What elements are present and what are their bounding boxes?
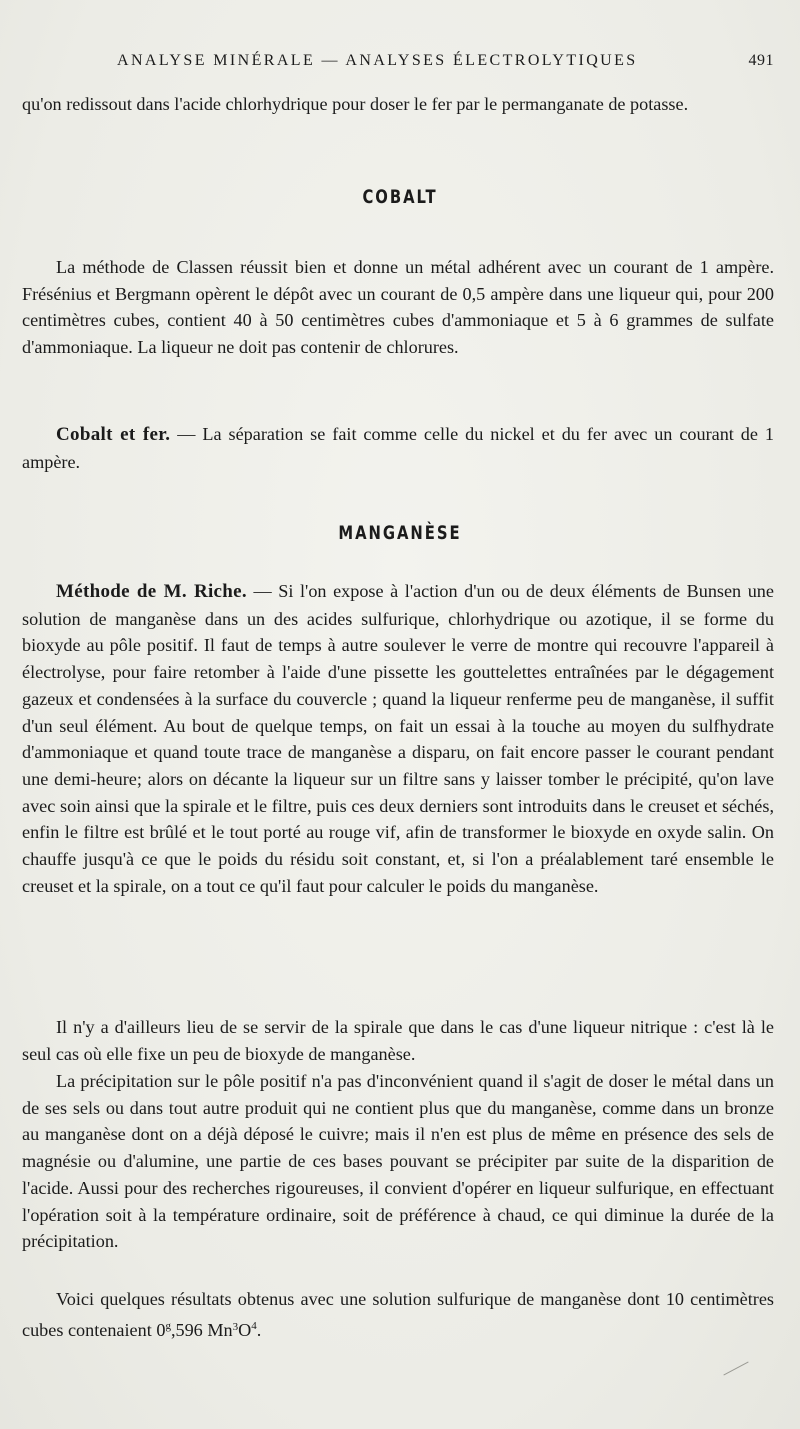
formula-oxygen: O	[238, 1319, 252, 1340]
cobalt-paragraph: La méthode de Classen réussit bien et donne un métal adhérent avec un courant de 1 ampère. Frésénius et Bergmann opèrent le dépôt avec un courant de 0,5 ampère dans une liqueur qui, pour 200 centimètres cubes, contient 40 à 50 centimètres cubes d'ammoniaque et 5 à 6 grammes de sulfate d'ammoniaque. La liqueur ne doit pas contenir de chlorures.	[22, 257, 774, 358]
riche-method-text: — Si l'on expose à l'action d'un ou de deux éléments de Bunsen une solution de manganèse dans un des acides sulfurique, chlorhydrique ou azotique, il se forme du bioxyde au pôle positif. Il faut de temps à autre soulever le verre de montre qui recouvre l'appareil à électrolyse, pour faire retomber à l'aide d'une pissette les gouttelettes entraînées par le dégagement gazeux et condensées à la surface du couvercle ; quand la liqueur renferme peu de manganèse, il suffit d'un seul élément. Au bout de quelque temps, on fait un essai à la touche au moyen du sulfhydrate d'ammoniaque et quand toute trace de manganèse a disparu, on fait encore passer le courant pendant une demi-heure; alors on décante la liqueur sur un filtre sans y laisser tomber le précipité, qu'on lave avec soin ainsi que la spirale et le filtre, puis ces deux derniers sont introduits dans le creuset et séchés, enfin le filtre est brûlé et le tout porté au rouge vif, afin de transformer le bioxyde en oxyde salin. On chauffe jusqu'à ce que le poids du résidu soit constant, et, si l'on a préalablement taré ensemble le creuset et la spirale, on a tout ce qu'il faut pour calculer le poids du manganèse.	[22, 581, 774, 896]
results-intro-paragraph	[22, 1286, 774, 1343]
section-heading-manganese: MANGANÈSE	[338, 522, 462, 544]
formula-subscript: 3	[232, 1320, 239, 1333]
results-period: .	[256, 1319, 262, 1340]
running-header	[22, 52, 774, 76]
section-heading-cobalt: COBALT	[362, 186, 438, 208]
cobalt-fer-text: — La séparation se fait comme celle du nickel et du fer avec un courant de 1 ampère.	[22, 424, 774, 472]
results-value: ,596 Mn	[170, 1319, 233, 1340]
running-title: ANALYSE MINÉRALE — ANALYSES ÉLECTROLYTIQUES	[117, 52, 638, 69]
run-in-heading-riche: Méthode de M. Riche.	[56, 581, 247, 602]
gram-superscript: g	[165, 1319, 171, 1332]
results-intro-text: Voici quelques résultats obtenus avec une solution sulfurique de manganèse dont 10 centimètres cubes contenaient 0	[22, 1289, 774, 1340]
cobalt-fer-paragraph	[22, 421, 774, 475]
formula-superscript: 4	[251, 1319, 257, 1332]
spirale-paragraph: Il n'y a d'ailleurs lieu de se servir de la spirale que dans le cas d'une liqueur nitrique : c'est là le seul cas où elle fixe un peu de bioxyde de manganèse.	[22, 1017, 774, 1064]
riche-method-paragraph	[22, 578, 774, 899]
precipitation-paragraph: La précipitation sur le pôle positif n'a pas d'inconvénient quand il s'agit de doser le métal dans un de ses sels ou dans tout autre produit qui ne contient plus que du manganèse, comme dans un bronze au manganèse dont on a déjà déposé le cuivre; mais il n'en est plus de même en présence des sels de magnésie ou d'alumine, une partie de ces bases pouvant se précipiter par suite de la disparition de l'acide. Aussi pour des recherches rigoureuses, il convient d'opérer en liqueur sulfurique, en effectuant l'opération soit à la température ordinaire, soit de préférence à chaud, ce qui diminue la durée de la précipitation.	[22, 1071, 774, 1252]
page-mark	[723, 1361, 748, 1375]
continuation-paragraph: qu'on redissout dans l'acide chlorhydrique pour doser le fer par le permanganate de potasse.	[22, 94, 689, 114]
page-number: 491	[748, 52, 774, 69]
run-in-heading-cobalt-fer: Cobalt et fer.	[56, 424, 171, 445]
